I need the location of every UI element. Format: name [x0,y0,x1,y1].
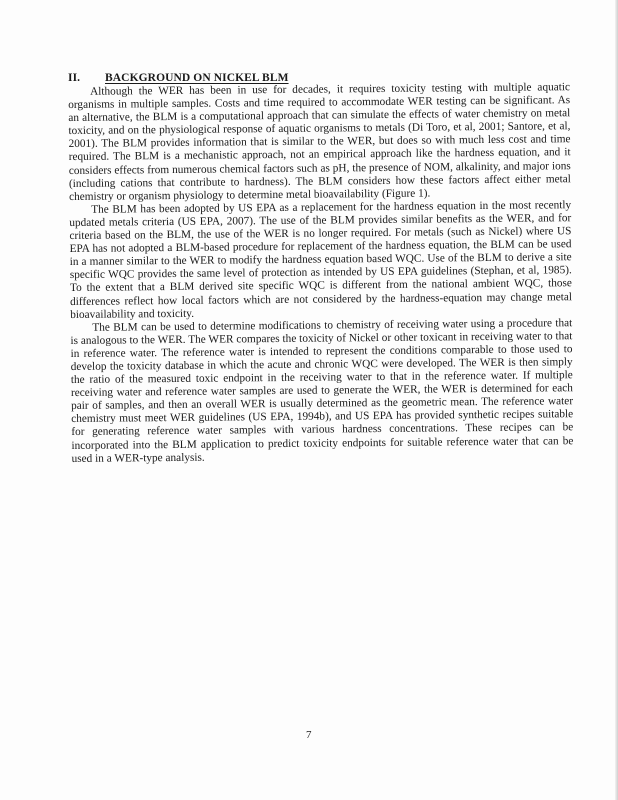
paragraph-2: The BLM has been adopted by US EPA as a replacement for the hardness equation in the most recently updated metals criteria (US EPA, 2007). The use of the BLM provides similar benefits as the WER, and for criteria based on the BLM, the use of the WER is no longer required. For metals (such as Nickel) where US EPA has not adopted a BLM-based procedure for replacement of the hardness equation, the BLM can be used in a manner similar to the WER to modify the hardness equation based WQC. Use of the BLM to derive a site specific WQC provides the same level of protection as intended by US EPA guidelines (Stephan, et al, 1985). To the extent that a BLM derived site specific WQC is different from the national ambient WQC, those differences reflect how local factors which are not considered by the hardness-equation may change metal bioavailability and toxicity. [69,199,573,321]
section-number: II. [68,72,81,84]
section-title: BACKGROUND ON NICKEL BLM [105,72,289,84]
paragraph-3: The BLM can be used to determine modifications to chemistry of receiving water using a procedure that is analogous to the WER. The WER compares the toxicity of Nickel or other toxicant in receiving water to that in reference water. The reference water is intended to represent the conditions comparable to those used to develop the toxicity database in which the acute and chronic WQC were developed. The WER is then simply the ratio of the measured toxic endpoint in the receiving water to that in the reference water. If multiple receiving water and reference water samples are used to generate the WER, the WER is determined for each pair of samples, and then an overall WER is usually determined as the geometric mean. The reference water chemistry must meet WER guidelines (US EPA, 1994b), and US EPA has provided synthetic recipes suitable for generating reference water samples with various hardness concentrations. These recipes can be incorporated into the BLM application to predict toxicity endpoints for suitable reference water that can be used in a WER-type analysis. [70,316,574,465]
body-text [68,81,574,466]
page-number: 7 [306,729,312,741]
paragraph-1: Although the WER has been in use for decades, it requires toxicity testing with multiple aquatic organisms in multiple samples. Costs and time required to accommodate WER testing can be significant. As an alternative, the BLM is a computational approach that can simulate the effects of water chemistry on metal toxicity, and on the physiological response of aquatic organisms to metals (Di Toro, et al, 2001; Santore, et al, 2001). The BLM provides information that is similar to the WER, but does so with much less cost and time required. The BLM is a mechanistic approach, not an empirical approach like the hardness equation, and it considers effects from numerous chemical factors such as pH, the presence of NOM, alkalinity, and major ions (including cations that contribute to hardness). The BLM considers how these factors affect either metal chemistry or organism physiology to determine metal bioavailability (Figure 1). [68,81,571,203]
section-heading [68,72,289,84]
